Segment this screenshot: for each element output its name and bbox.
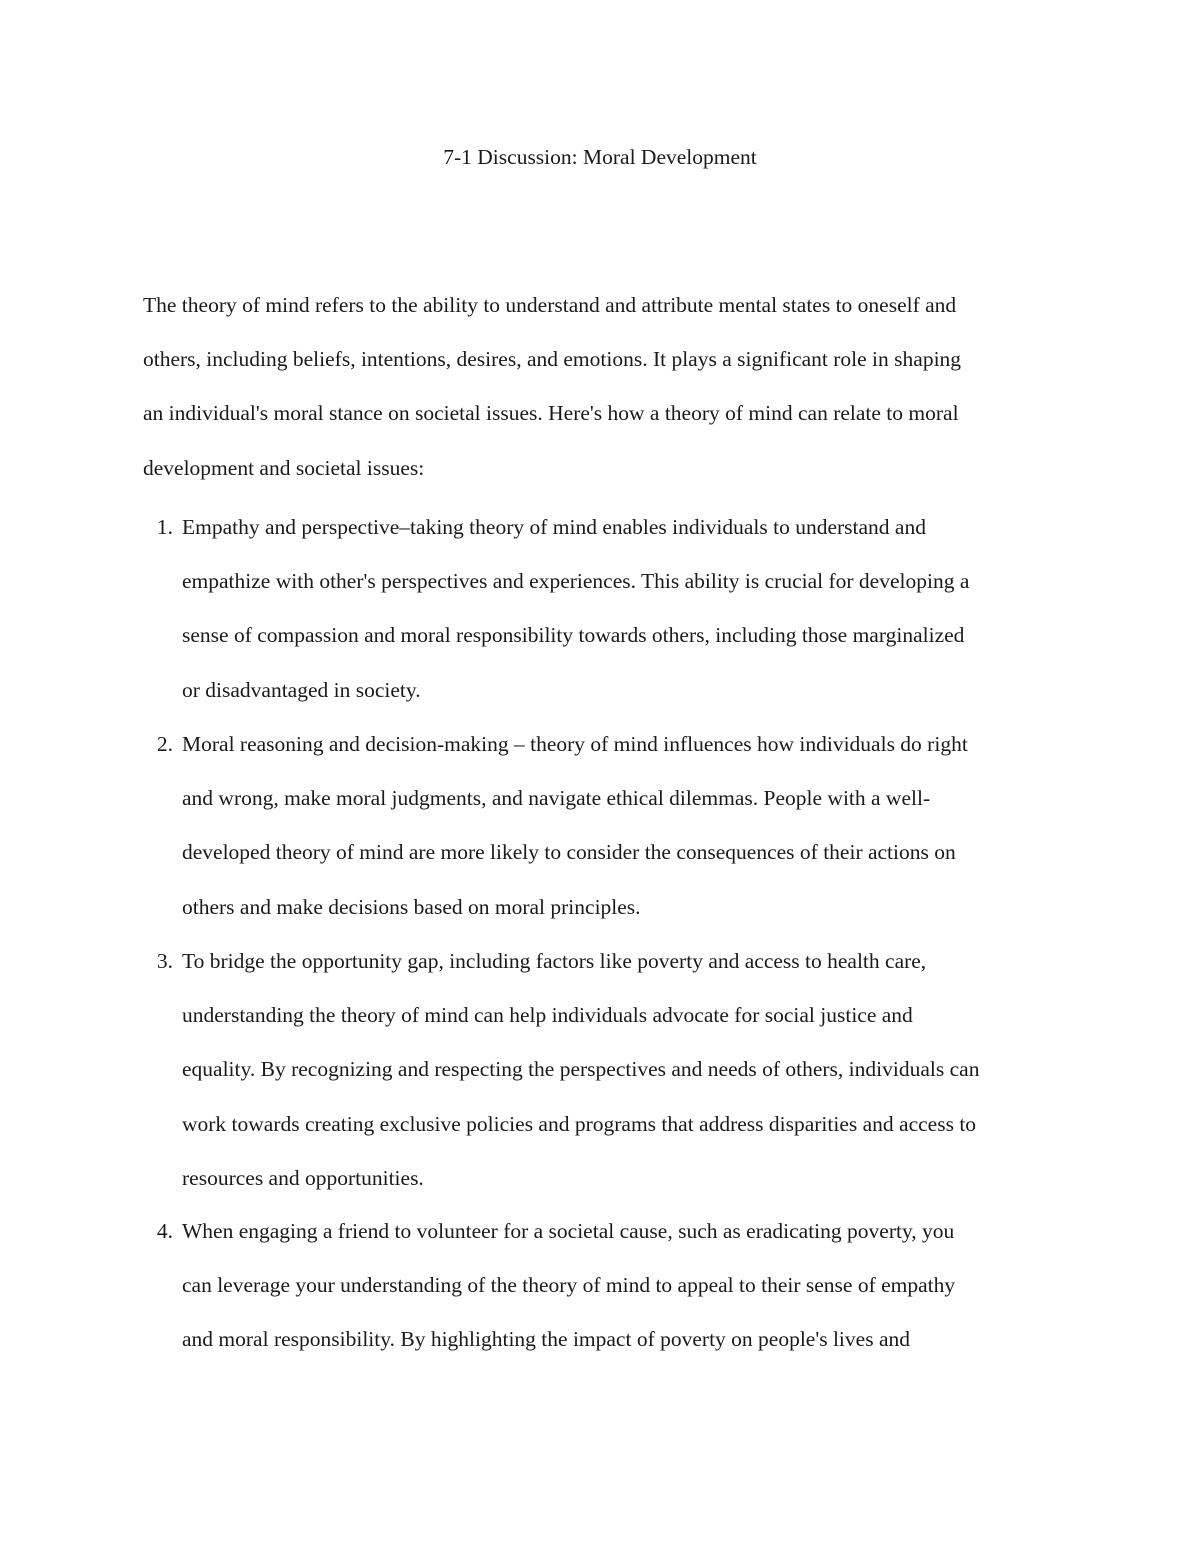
- list-number: 1.: [156, 515, 173, 539]
- intro-line: others, including beliefs, intentions, desires, and emotions. It plays a significant role in shaping: [143, 347, 962, 372]
- list-line: others and make decisions based on moral principles.: [182, 894, 641, 919]
- intro-line: an individual's moral stance on societal issues. Here's how a theory of mind can relate to moral: [143, 401, 959, 426]
- list-line: empathize with other's perspectives and experiences. This ability is crucial for developing a: [182, 569, 970, 594]
- list-line: can leverage your understanding of the theory of mind to appeal to their sense of empathy: [182, 1273, 956, 1298]
- list-line: equality. By recognizing and respecting the perspectives and needs of others, individuals can: [182, 1057, 980, 1082]
- list-item-text: [182, 934, 1082, 1205]
- list-line: and wrong, make moral judgments, and navigate ethical dilemmas. People with a well-: [182, 786, 931, 811]
- list-number: 2.: [156, 732, 173, 756]
- list-line: sense of compassion and moral responsibility towards others, including those marginalized: [182, 623, 965, 648]
- list-line: Empathy and perspective–taking theory of mind enables individuals to understand and: [182, 515, 926, 539]
- document-title: 7-1 Discussion: Moral Development: [443, 145, 757, 169]
- list-line: understanding the theory of mind can help individuals advocate for social justice and: [182, 1003, 913, 1028]
- list-line: work towards creating exclusive policies and programs that address disparities and access to: [182, 1111, 977, 1136]
- list-item-text: [182, 717, 1082, 934]
- intro-line: The theory of mind refers to the ability to understand and attribute mental states to oneself and: [143, 293, 957, 317]
- list-item-text: [182, 1204, 1082, 1367]
- list-line: or disadvantaged in society.: [182, 677, 421, 702]
- list-line: Moral reasoning and decision-making – theory of mind influences how individuals do right: [182, 732, 968, 756]
- list-line: To bridge the opportunity gap, including factors like poverty and access to health care,: [182, 949, 927, 973]
- list-line: developed theory of mind are more likely to consider the consequences of their actions on: [182, 840, 956, 865]
- list-number: 4.: [156, 1219, 173, 1243]
- list-line: resources and opportunities.: [182, 1165, 424, 1190]
- list-number: 3.: [156, 949, 173, 973]
- list-line: When engaging a friend to volunteer for a societal cause, such as eradicating poverty, you: [182, 1219, 955, 1243]
- list-item-text: [182, 500, 1082, 717]
- list-line: and moral responsibility. By highlighting the impact of poverty on people's lives and: [182, 1327, 910, 1352]
- intro-paragraph: [143, 278, 1063, 495]
- intro-line: development and societal issues:: [143, 455, 425, 480]
